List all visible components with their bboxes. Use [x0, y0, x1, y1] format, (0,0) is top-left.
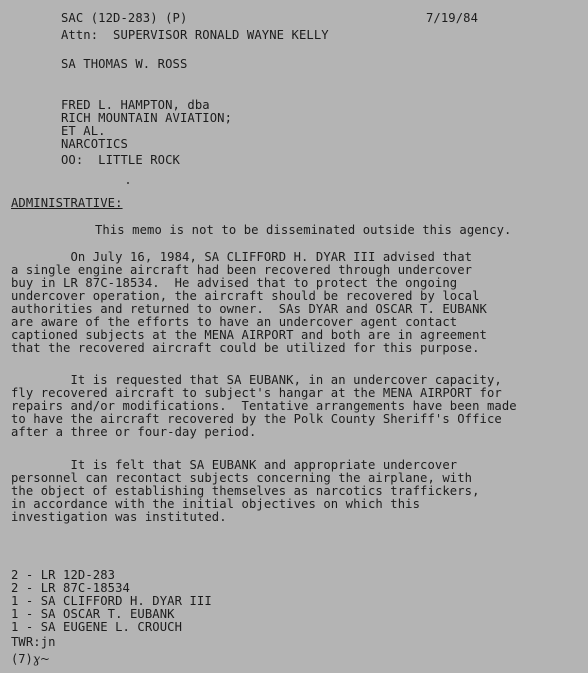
- caption-line-2: RICH MOUNTAIN AVIATION;: [61, 111, 233, 125]
- typist-initials: TWR:jn: [11, 635, 56, 649]
- paragraph-3-line-2: personnel can recontact subjects concerning the airplane, with: [11, 471, 473, 485]
- paragraph-1-line-4: undercover operation, the aircraft should be recovered by local: [11, 289, 480, 303]
- caption-line-1: FRED L. HAMPTON, dba: [61, 98, 210, 112]
- paragraph-1-line-6: are aware of the efforts to have an undercover agent contact: [11, 315, 458, 329]
- enclosure-count: (7): [11, 652, 33, 666]
- paragraph-1-line-3: buy in LR 87C-18534. He advised that to protect the ongoing: [11, 276, 458, 290]
- caption-line-3: ET AL.: [61, 124, 106, 138]
- paragraph-1-line-2: a single engine aircraft had been recovered through undercover: [11, 263, 473, 277]
- paragraph-2-line-3: repairs and/or modifications. Tentative arrangements have been made: [11, 399, 517, 413]
- from-line: SA THOMAS W. ROSS: [61, 57, 188, 71]
- memo-date: 7/19/84: [426, 11, 479, 25]
- paragraph-3-line-1: It is felt that SA EUBANK and appropriate undercover: [11, 458, 458, 472]
- distribution-line-2: 2 - LR 87C-18534: [11, 581, 130, 595]
- stray-mark: [127, 182, 129, 184]
- paragraph-3-line-3: the object of establishing themselves as narcotics traffickers,: [11, 484, 480, 498]
- dissemination-notice: This memo is not to be disseminated outside this agency.: [95, 223, 512, 237]
- paragraph-2-line-2: fly recovered aircraft to subject's hangar at the MENA AIRPORT for: [11, 386, 502, 400]
- section-heading: ADMINISTRATIVE:: [11, 196, 123, 210]
- caption-line-4: NARCOTICS: [61, 137, 128, 151]
- file-number: SAC (12D-283) (P): [61, 11, 188, 25]
- caption-line-5: OO: LITTLE ROCK: [61, 153, 180, 167]
- enclosure-count-line: [11, 652, 50, 666]
- paragraph-1-line-7: captioned subjects at the MENA AIRPORT and both are in agreement: [11, 328, 487, 342]
- distribution-line-1: 2 - LR 12D-283: [11, 568, 116, 582]
- paragraph-1-line-1: On July 16, 1984, SA CLIFFORD H. DYAR III advised that: [11, 250, 473, 264]
- paragraph-2-line-1: It is requested that SA EUBANK, in an undercover capacity,: [11, 373, 502, 387]
- paragraph-3-line-5: investigation was instituted.: [11, 510, 227, 524]
- paragraph-3-line-4: in accordance with the initial objectives on which this: [11, 497, 421, 511]
- paragraph-2-line-5: after a three or four-day period.: [11, 425, 257, 439]
- handwritten-mark: ɣ~: [32, 652, 50, 666]
- attention-line: Attn: SUPERVISOR RONALD WAYNE KELLY: [61, 28, 329, 42]
- paragraph-1-line-5: authorities and returned to owner. SAs DYAR and OSCAR T. EUBANK: [11, 302, 487, 316]
- distribution-line-5: 1 - SA EUGENE L. CROUCH: [11, 620, 183, 634]
- paragraph-1-line-8: that the recovered aircraft could be utilized for this purpose.: [11, 341, 480, 355]
- distribution-line-3: 1 - SA CLIFFORD H. DYAR III: [11, 594, 212, 608]
- paragraph-2-line-4: to have the aircraft recovered by the Polk County Sheriff's Office: [11, 412, 502, 426]
- distribution-line-4: 1 - SA OSCAR T. EUBANK: [11, 607, 175, 621]
